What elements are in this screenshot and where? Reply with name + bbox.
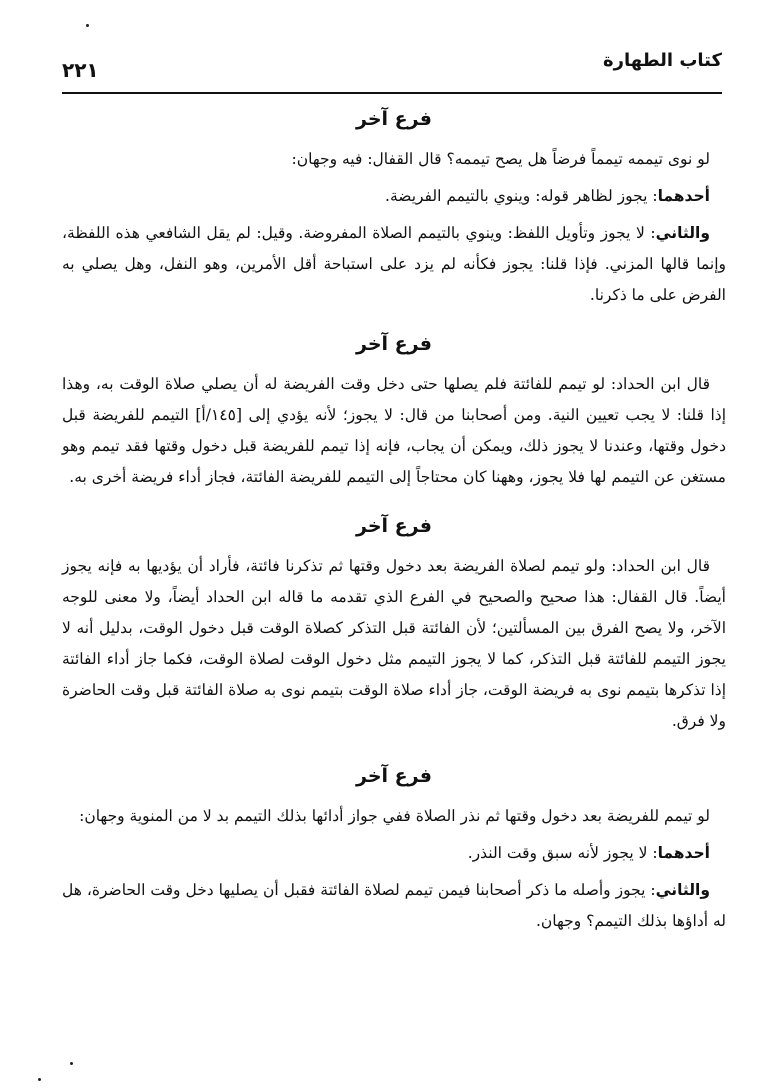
section-1 <box>62 104 726 311</box>
section-heading: فرع آخر <box>356 765 432 787</box>
paragraph <box>62 838 726 869</box>
spacer <box>62 743 726 755</box>
paragraph-lead: أحدهما <box>657 187 710 205</box>
paragraph-lead: أحدهما <box>657 844 710 862</box>
paragraph-text: قال ابن الحداد: لو تيمم للفائتة فلم يصلها حتى دخل وقت الفريضة له أن يصلي صلاة الوقت به، وهذا إذا قلنا: لا يجب تعيين النية. ومن أصحابنا من قال: لا يجوز؛ لأنه يؤدي إلى [١٤٥/أ] التيمم للفريضة قبل دخول وقتها، وعندنا لا يجوز ذلك، ويمكن أن يجاب، فإنه إذا تيمم للفريضة قبل دخول وقتها فقد تيمم وهو مستغن عن التيمم لها فلا يجوز، وههنا كان محتاجاً إلى التيمم للفريضة الفائتة، فجاز أداء فريضة أخرى به. <box>62 375 727 486</box>
scan-speck <box>70 1062 73 1065</box>
paragraph-text: : يجوز لظاهر قوله: وينوي بالتيمم الفريضة. <box>385 187 658 205</box>
section-heading: فرع آخر <box>356 108 432 130</box>
page-body <box>62 98 726 943</box>
paragraph-text: : يجوز وأصله ما ذكر أصحابنا فيمن تيمم لصلاة الفائتة فقبل أن يصليها دخل وقت الحاضرة، هل له أداؤها بذلك التيمم؟ وجهان. <box>62 881 726 930</box>
spacer <box>62 499 726 505</box>
paragraph <box>62 551 726 737</box>
paragraph-text: قال ابن الحداد: ولو تيمم لصلاة الفريضة بعد دخول وقتها ثم تذكرنا فائتة، فأراد أن يؤديها به فإنه يجوز أيضاً. قال القفال: هذا صحيح والصحيح في الفرع الذي تقدمه ما قاله ابن الحداد أيضاً، ولا معنى للوجه الآخر، ولا يصح الفرق بين المسألتين؛ لأن الفائتة قبل التذكر كصلاة الوقت قبل دخول الوقت، بدليل أنه لا يجوز التيمم للفائتة قبل التذكر، كما لا يجوز التيمم مثل دخول الوقت لصلاة الوقت، فكما جاز أداء الفائتة إذا تذكرها بتيمم نوى به فريضة الوقت، جاز أداء صلاة الوقت بتيمم نوى به صلاة الفائتة قبل وقت الحاضرة ولا فرق. <box>62 557 726 730</box>
section-4 <box>62 761 726 937</box>
paragraph <box>62 801 726 832</box>
scan-speck <box>38 1078 41 1081</box>
paragraph-text: : لا يجوز وتأويل اللفظ: وينوي بالتيمم الصلاة المفروضة. وقيل: لم يقل الشافعي هذه اللفظة، وإنما قالها المزني. فإذا قلنا: يجوز فكأنه لم يزد على استباحة أقل الأمرين، وهو النفل، وهل يصلي به الفرض على ما ذكرنا. <box>62 224 726 304</box>
paragraph-text: لو نوى تيممه تيمماً فرضاً هل يصح تيممه؟ قال القفال: فيه وجهان: <box>291 150 710 168</box>
paragraph <box>62 875 726 937</box>
paragraph <box>62 369 726 493</box>
running-header <box>62 44 722 88</box>
section-heading: فرع آخر <box>356 333 432 355</box>
paragraph <box>62 144 726 175</box>
scan-speck <box>86 24 89 27</box>
book-title: كتاب الطهارة <box>602 50 722 71</box>
paragraph-lead: والثاني <box>655 224 710 242</box>
paragraph-lead: والثاني <box>655 881 710 899</box>
spacer <box>62 317 726 323</box>
page-number: ٢٢١ <box>62 58 99 82</box>
paragraph <box>62 218 726 311</box>
paragraph-text: لو تيمم للفريضة بعد دخول وقتها ثم نذر الصلاة ففي جواز أدائها بذلك التيمم بد لا من المنوية وجهان: <box>79 807 710 825</box>
section-heading: فرع آخر <box>356 515 432 537</box>
header-rule <box>62 92 722 94</box>
paragraph-text: : لا يجوز لأنه سبق وقت النذر. <box>467 844 658 862</box>
section-3 <box>62 511 726 737</box>
paragraph <box>62 181 726 212</box>
section-2 <box>62 329 726 493</box>
